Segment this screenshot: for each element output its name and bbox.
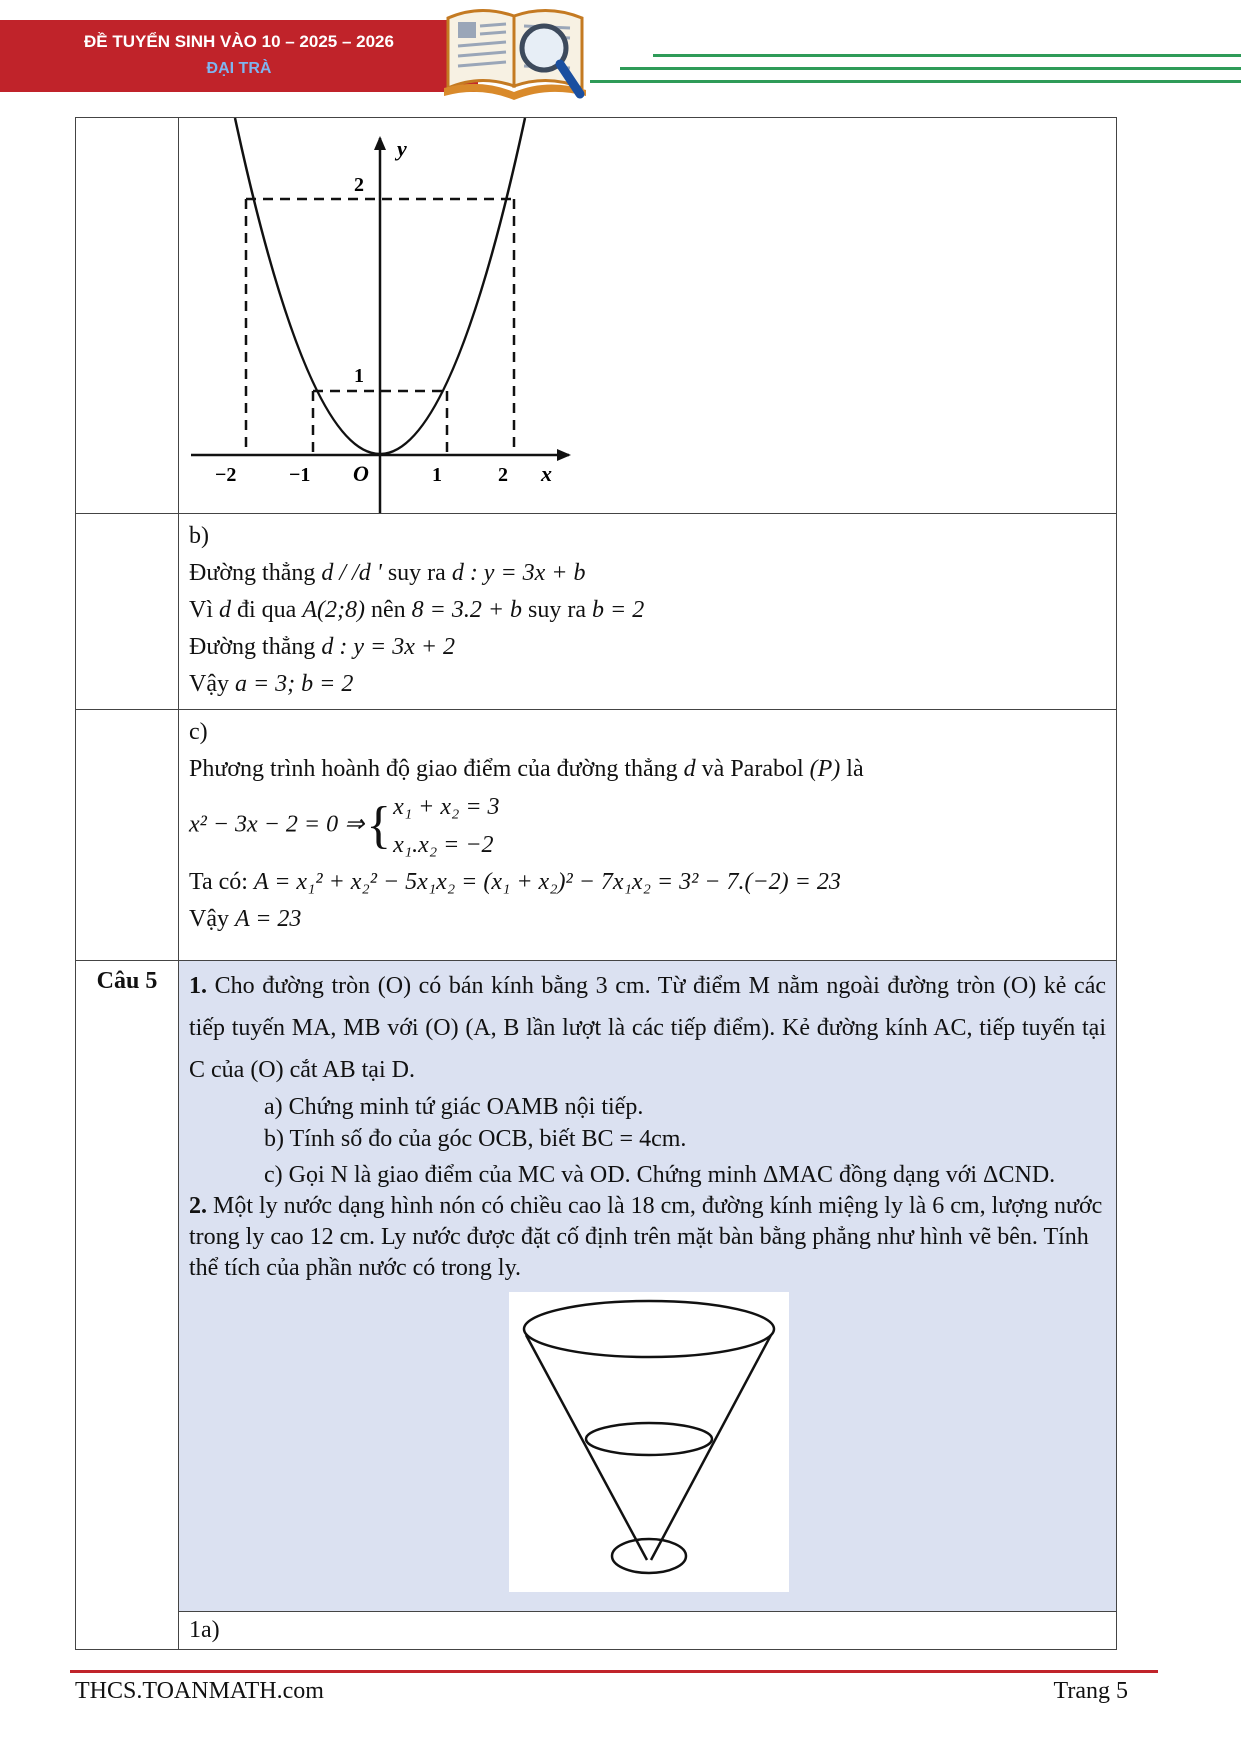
part-b-line-3: Đường thẳng d : y = 3x + 2 <box>189 634 456 660</box>
part-c-line-3: Ta có: A = x₁² + x₂² − 5x₁x₂ = (x₁ + x₂)² − 7x₁x₂ = 3² − 7.(−2) = 23 <box>189 869 841 895</box>
y-tick-2: 2 <box>354 174 364 196</box>
question-part-2: 2. Một ly nước dạng hình nón có chiều cao là 18 cm, đường kính miệng ly là 6 cm, lượng nước trong ly cao 12 cm. Ly nước được đặt cố định trên mặt bàn bằng phẳng như hình vẽ bên. Tính thể tích của phần nước có trong ly. <box>189 1193 1103 1281</box>
header-subtitle: ĐẠI TRÀ <box>206 60 272 77</box>
footer-site: THCS.TOANMATH.com <box>75 1678 324 1704</box>
solution-1a-label: 1a) <box>189 1617 220 1643</box>
cone-glass-drawing <box>509 1292 789 1592</box>
part-b-line-4: Vậy a = 3; b = 2 <box>189 671 354 697</box>
question-1c: c) Gọi N là giao điểm của MC và OD. Chứng minh ΔMAC đồng dạng với ΔCND. <box>264 1162 1056 1188</box>
part-b-cell <box>179 514 1117 710</box>
y-axis-label: y <box>397 136 407 161</box>
header-line <box>653 54 1241 57</box>
cone-figure <box>509 1292 789 1592</box>
empty-label-cell <box>76 514 179 710</box>
question-label: Câu 5 <box>76 961 179 1650</box>
part-c-line-4: Vậy A = 23 <box>189 906 302 932</box>
part-c-cell <box>179 710 1117 961</box>
x-tick: 2 <box>498 464 508 486</box>
x-tick: 1 <box>432 464 442 486</box>
footer-page-number: Trang 5 <box>1053 1678 1128 1704</box>
part-b-label: b) <box>189 523 209 549</box>
header-banner <box>0 20 478 92</box>
question-1b: b) Tính số đo của góc OCB, biết BC = 4cm. <box>264 1126 687 1152</box>
header-title: ĐỀ TUYỂN SINH VÀO 10 – 2025 – 2026 <box>84 32 394 51</box>
parabola-graph <box>179 118 579 513</box>
part-b-line-1: Đường thẳng d / /d ' suy ra d : y = 3x + b <box>189 560 586 586</box>
empty-label-cell <box>76 710 179 961</box>
graph-cell <box>179 118 1117 514</box>
question-part-1: 1. Cho đường tròn (O) có bán kính bằng 3 cm. Từ điểm M nằm ngoài đường tròn (O) kẻ các tiếp tuyến MA, MB với (O) (A, B lần lượt là các tiếp điểm). Kẻ đường kính AC, tiếp tuyến tại C của (O) cắt AB tại D. <box>189 973 1106 1083</box>
header-line <box>590 80 1241 83</box>
origin-label: O <box>353 461 369 486</box>
question-5-cell <box>179 961 1117 1612</box>
part-c-line-1: Phương trình hoành độ giao điểm của đường thẳng d và Parabol (P) là <box>189 756 864 782</box>
question-1a: a) Chứng minh tứ giác OAMB nội tiếp. <box>264 1094 644 1120</box>
solution-1a-cell <box>179 1612 1117 1650</box>
y-tick-1: 1 <box>354 365 364 387</box>
footer-line <box>70 1670 1158 1673</box>
part-b-line-2: Vì d đi qua A(2;8) nên 8 = 3.2 + b suy ra b = 2 <box>189 597 645 623</box>
brace: { <box>366 797 392 854</box>
x-tick: −2 <box>215 464 237 486</box>
empty-label-cell <box>76 118 179 514</box>
x-axis-label: x <box>541 461 552 486</box>
x-tick: −1 <box>289 464 311 486</box>
book-magnifier-icon <box>440 0 590 104</box>
part-c-equation: x² − 3x − 2 = 0 ⇒{x₁ + x₂ = 3 x₁.x₂ = −2 <box>189 794 500 858</box>
solution-table <box>75 117 1117 1650</box>
header-line <box>620 67 1241 70</box>
part-c-label: c) <box>189 719 208 745</box>
